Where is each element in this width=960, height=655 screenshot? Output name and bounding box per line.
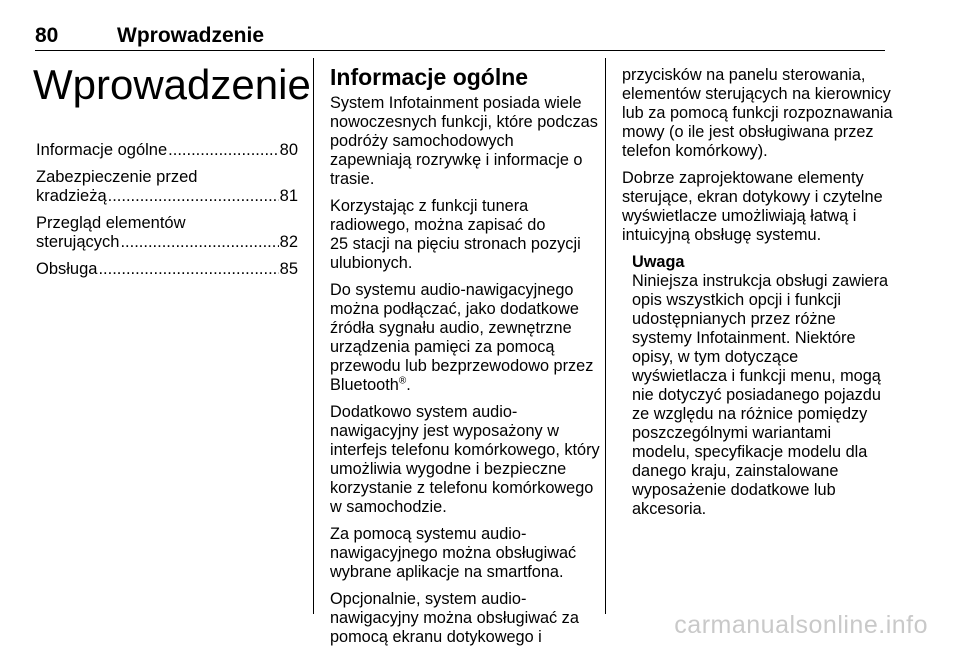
- toc-page-number: 80: [279, 141, 298, 159]
- bluetooth-text: Bluetooth: [330, 376, 399, 394]
- text-line: źródła sygnału audio, zewnętrzne: [330, 319, 572, 337]
- text-line: opisy, w tym dotyczące: [632, 348, 799, 366]
- running-title: Wprowadzenie: [117, 24, 265, 47]
- text-line: modelu, specyfikacje modelu dla: [632, 443, 868, 461]
- note-block: [632, 253, 892, 519]
- text-line: intuicyjną obsługę systemu.: [622, 226, 822, 244]
- text-line: sterujące, ekran dotykowy i czytelne: [622, 188, 883, 206]
- text-line: można podłączać, jako dodatkowe: [330, 300, 579, 318]
- text-line: Opcjonalnie, system audio-: [330, 590, 527, 608]
- toc-label: sterujących: [36, 233, 120, 251]
- toc-line: [36, 187, 298, 206]
- text-line: ulubionych.: [330, 254, 413, 272]
- paragraph: [330, 403, 598, 517]
- text-line: nie dotyczyć posiadanego pojazdu: [632, 386, 881, 404]
- toc-item-przeglad-elementow[interactable]: [36, 214, 298, 252]
- section-heading: Informacje ogólne: [330, 64, 529, 90]
- table-of-contents: [36, 141, 298, 287]
- paragraph: [330, 94, 598, 189]
- text-line: wyświetlacza i funkcji menu, mogą: [632, 367, 881, 385]
- text-line: ze względu na różnice pomiędzy: [632, 405, 868, 423]
- text-line: Niniejsza instrukcja obsługi zawiera: [632, 272, 889, 290]
- text-line: przewodu lub bezprzewodowo przez: [330, 357, 594, 375]
- middle-column: [330, 62, 598, 655]
- text-line: pomocą ekranu dotykowego i: [330, 628, 542, 646]
- text-line: telefon komórkowy).: [622, 142, 768, 160]
- text-line: nawigacyjny jest wyposażony w: [330, 422, 559, 440]
- text-line: Korzystając z funkcji tunera: [330, 197, 529, 215]
- paragraph: [622, 66, 892, 161]
- paragraph: [330, 281, 598, 395]
- toc-leader-dots: [120, 233, 278, 252]
- text-line: radiowego, można zapisać do: [330, 216, 546, 234]
- text-line: wyposażenie dodatkowe lub: [632, 481, 836, 499]
- text-line: korzystanie z telefonu komórkowego: [330, 479, 594, 497]
- toc-label: Zabezpieczenie przed: [36, 168, 198, 186]
- text-line: akcesoria.: [632, 500, 707, 518]
- text-line: umożliwia wygodne i bezpieczne: [330, 460, 567, 478]
- text-line: elementów sterujących na kierownicy: [622, 85, 891, 103]
- note-title: Uwaga: [632, 253, 685, 271]
- toc-item-obsluga[interactable]: [36, 260, 298, 279]
- text-line: nawigacyjnego można obsługiwać: [330, 544, 577, 562]
- watermark: carmanualsonline.info: [674, 611, 928, 639]
- toc-leader-dots: [108, 187, 279, 206]
- text-line: nawigacyjny można obsługiwać za: [330, 609, 579, 627]
- text-line: udostępnianych przez różne: [632, 310, 836, 328]
- text-line: podróży samochodowych: [330, 132, 514, 150]
- toc-line: [36, 260, 298, 279]
- toc-label: kradzieżą: [36, 187, 107, 205]
- text-line: danego kraju, zainstalowane: [632, 462, 839, 480]
- paragraph: [330, 590, 598, 647]
- text-line: mowy (o ile jest obsługiwana przez: [622, 123, 874, 141]
- paragraph: [330, 525, 598, 582]
- paragraph: [330, 197, 598, 273]
- paragraph: [622, 169, 892, 245]
- text-line: System Infotainment posiada wiele: [330, 94, 582, 112]
- registered-mark: ®: [398, 375, 407, 387]
- text-line: poszczególnymi wariantami: [632, 424, 832, 442]
- text-line: trasie.: [330, 170, 375, 188]
- text-line: w samochodzie.: [330, 498, 447, 516]
- text-line: nowoczesnych funkcji, które podczas: [330, 113, 598, 131]
- text-line: urządzenia pamięci za pomocą: [330, 338, 555, 356]
- toc-page-number: 81: [279, 187, 298, 205]
- text-line: przycisków na panelu sterowania,: [622, 66, 866, 84]
- text-line: Dodatkowo system audio-: [330, 403, 518, 421]
- page-number: 80: [35, 24, 59, 47]
- period: .: [406, 376, 411, 394]
- text-line: interfejs telefonu komórkowego, który: [330, 441, 600, 459]
- text-line: Do systemu audio-nawigacyjnego: [330, 281, 574, 299]
- text-line: wybrane aplikacje na smartfona.: [330, 563, 564, 581]
- toc-item-informacje-ogolne[interactable]: [36, 141, 298, 160]
- chapter-title: Wprowadzenie: [33, 61, 311, 108]
- toc-leader-dots: [98, 260, 278, 279]
- right-column: [622, 66, 892, 519]
- text-line: systemy Infotainment. Niektóre: [632, 329, 856, 347]
- text-line: [330, 376, 598, 395]
- toc-label: Obsługa: [36, 260, 98, 278]
- toc-label: Przegląd elementów: [36, 214, 186, 232]
- text-line: Dobrze zaprojektowane elementy: [622, 169, 864, 187]
- text-line: wyświetlacze umożliwiają łatwą i: [622, 207, 857, 225]
- column-divider-left: [313, 58, 314, 614]
- toc-item-zabezpieczenie[interactable]: [36, 168, 298, 206]
- column-divider-right: [605, 58, 606, 614]
- toc-line: [36, 233, 298, 252]
- text-line: 25 stacji na pięciu stronach pozycji: [330, 235, 581, 253]
- toc-line: [36, 141, 298, 160]
- page-header: [35, 20, 885, 51]
- toc-page-number: 85: [279, 260, 298, 278]
- toc-label: Informacje ogólne: [36, 141, 168, 159]
- toc-page-number: 82: [279, 233, 298, 251]
- text-line: lub za pomocą funkcji rozpoznawania: [622, 104, 893, 122]
- text-line: Za pomocą systemu audio-: [330, 525, 527, 543]
- toc-leader-dots: [168, 141, 278, 160]
- text-line: opis wszystkich opcji i funkcji: [632, 291, 842, 309]
- text-line: zapewniają rozrywkę i informacje o: [330, 151, 583, 169]
